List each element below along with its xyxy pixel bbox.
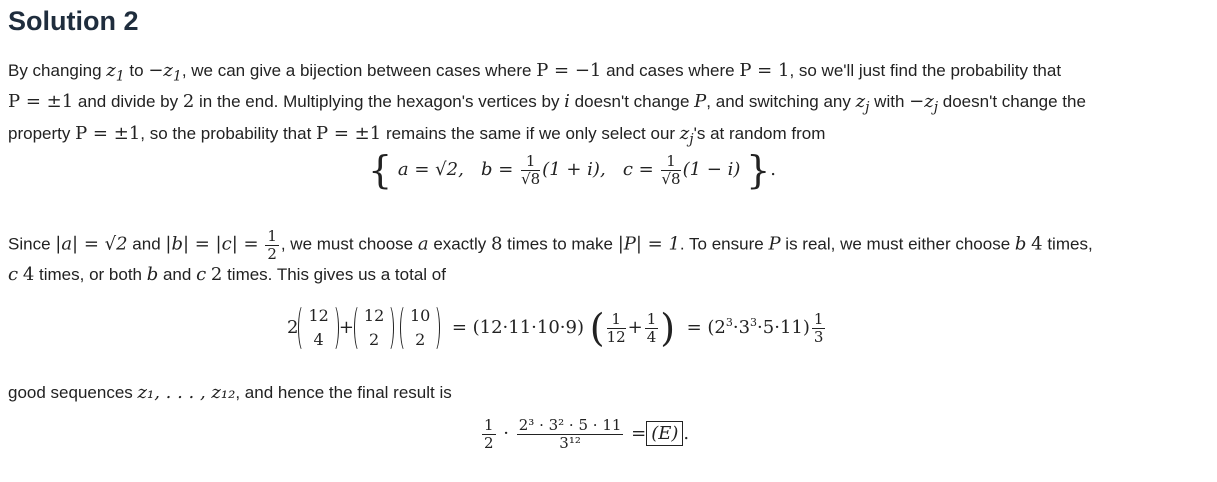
text: doesn't change the: [938, 92, 1086, 112]
math-expr: P = ±1: [316, 122, 382, 144]
math-z: z: [679, 122, 690, 144]
math-a: a: [417, 233, 429, 255]
text: , we can give a bijection between cases where: [181, 61, 537, 80]
math-z: z: [855, 91, 866, 113]
text: , and hence the final result is: [235, 383, 452, 402]
math-num: 4: [1031, 233, 1043, 255]
right-brace: }: [746, 148, 771, 192]
set-b-lhs: b =: [481, 159, 514, 180]
fraction: $\frac{1}{√8}$: [661, 152, 681, 188]
set-c-rhs: (1 − i): [682, 159, 741, 180]
math-expr: |b| = |c| =: [165, 233, 259, 255]
set-equation: { a = √2, b = $\frac{1}{√8}$ (1 + i), c = $\frac{1}{√8}$ (1 − i) }.: [368, 148, 777, 192]
math-num: 4: [22, 264, 35, 285]
solution-heading: Solution 2: [8, 6, 139, 36]
math-sub: j: [689, 131, 694, 148]
text: and: [158, 265, 197, 284]
math-neg-z: −z: [148, 60, 173, 81]
math-c: c: [8, 264, 19, 285]
left-brace: {: [368, 148, 393, 192]
math-b: b: [1014, 233, 1027, 255]
set-a: a = √2,: [397, 159, 464, 180]
set-b-rhs: (1 + i),: [542, 159, 606, 180]
paragraph-2: [8, 228, 1208, 288]
math-num: 2: [182, 91, 195, 113]
text: 's at random from: [693, 123, 826, 143]
fraction: $\frac{1}{√8}$: [521, 152, 541, 188]
binomial: 10 2: [400, 304, 440, 352]
math-neg-z: −z: [909, 91, 934, 113]
plus: +: [338, 317, 354, 338]
fraction: $\frac{1}{4}$: [646, 310, 657, 346]
math-num: 2: [210, 264, 223, 285]
product-expr: = (12·11·10·9): [451, 317, 584, 338]
math-P: P: [768, 233, 781, 255]
math-sub: j: [865, 99, 870, 116]
text: , we must choose: [280, 234, 418, 254]
text: , so the probability that: [140, 123, 317, 143]
fraction: $\frac{1}{3}$: [813, 310, 824, 346]
math-expr: P = ±1: [8, 91, 74, 113]
paragraph-1: [8, 58, 1208, 152]
paragraph-3: [8, 380, 1208, 406]
text: and cases where: [601, 61, 740, 80]
text: remains the same if we only select our: [381, 123, 680, 143]
coefficient: 2: [287, 317, 299, 338]
text: times, or both: [34, 265, 147, 284]
counting-equation: 2 12 4 + 12 2 10 2 = (12·11·10·9) ( $\frac{1}{12}$ + $\frac{1}{4}$ ) = $(2^3\cdot 3^3\cdot 5\cdot 11)$ $\frac{1}{3}$: [287, 306, 824, 350]
binomial: 12 2: [354, 304, 394, 352]
text: . To ensure: [679, 234, 769, 254]
text: and: [127, 234, 166, 254]
text: times,: [1042, 234, 1093, 254]
text: exactly: [428, 234, 491, 254]
math-expr: P = 1: [739, 60, 790, 81]
math-expr: |a| = √2: [55, 233, 128, 255]
text: , and switching any: [706, 92, 856, 112]
fraction: $\frac{1}{12}$: [606, 310, 626, 346]
text: times. This gives us a total of: [222, 265, 446, 284]
answer-box: (E): [646, 421, 683, 446]
text: property: [8, 123, 76, 143]
fraction: $\frac{1}{2}$: [267, 227, 277, 263]
math-num: 8: [490, 233, 503, 255]
binomial: 12 4: [298, 304, 338, 352]
math-z: z: [106, 60, 116, 81]
math-c: c: [196, 264, 207, 285]
math-expr: P = −1: [536, 60, 602, 81]
math-sub: j: [933, 99, 939, 116]
fraction: $\frac{\text{2³ · 3² · 5 · 11}}{\text{3¹²}}$: [518, 416, 622, 452]
text: By changing: [8, 61, 107, 80]
text: and divide by: [73, 92, 183, 112]
text: , so we'll just find the probability that: [789, 61, 1062, 80]
fraction: $\frac{1}{2}$: [484, 416, 494, 452]
math-expr: P = ±1: [75, 122, 141, 144]
math-expr: |P| = 1: [617, 233, 680, 255]
text: Since: [8, 234, 56, 254]
text: to: [124, 61, 149, 80]
text: with: [869, 92, 910, 112]
math-b: b: [146, 264, 159, 285]
set-c-lhs: c =: [622, 159, 654, 180]
final-equation: $\frac{1}{2}$ · $\frac{\text{2³ · 3² · 5 · 11}}{\text{3¹²}}$ = (E) .: [484, 416, 690, 452]
math-sub: 1: [115, 68, 125, 85]
text: good sequences: [8, 383, 138, 402]
math-sequence: z₁, . . . , z₁₂: [137, 382, 236, 403]
text: is real, we must either choose: [780, 234, 1015, 254]
text: times to make: [502, 234, 618, 254]
math-i: i: [564, 91, 570, 113]
math-P: P: [694, 91, 707, 113]
math-sub: 1: [172, 68, 182, 85]
text: doesn't change: [569, 92, 695, 112]
text: in the end. Multiplying the hexagon's vertices by: [194, 92, 565, 112]
